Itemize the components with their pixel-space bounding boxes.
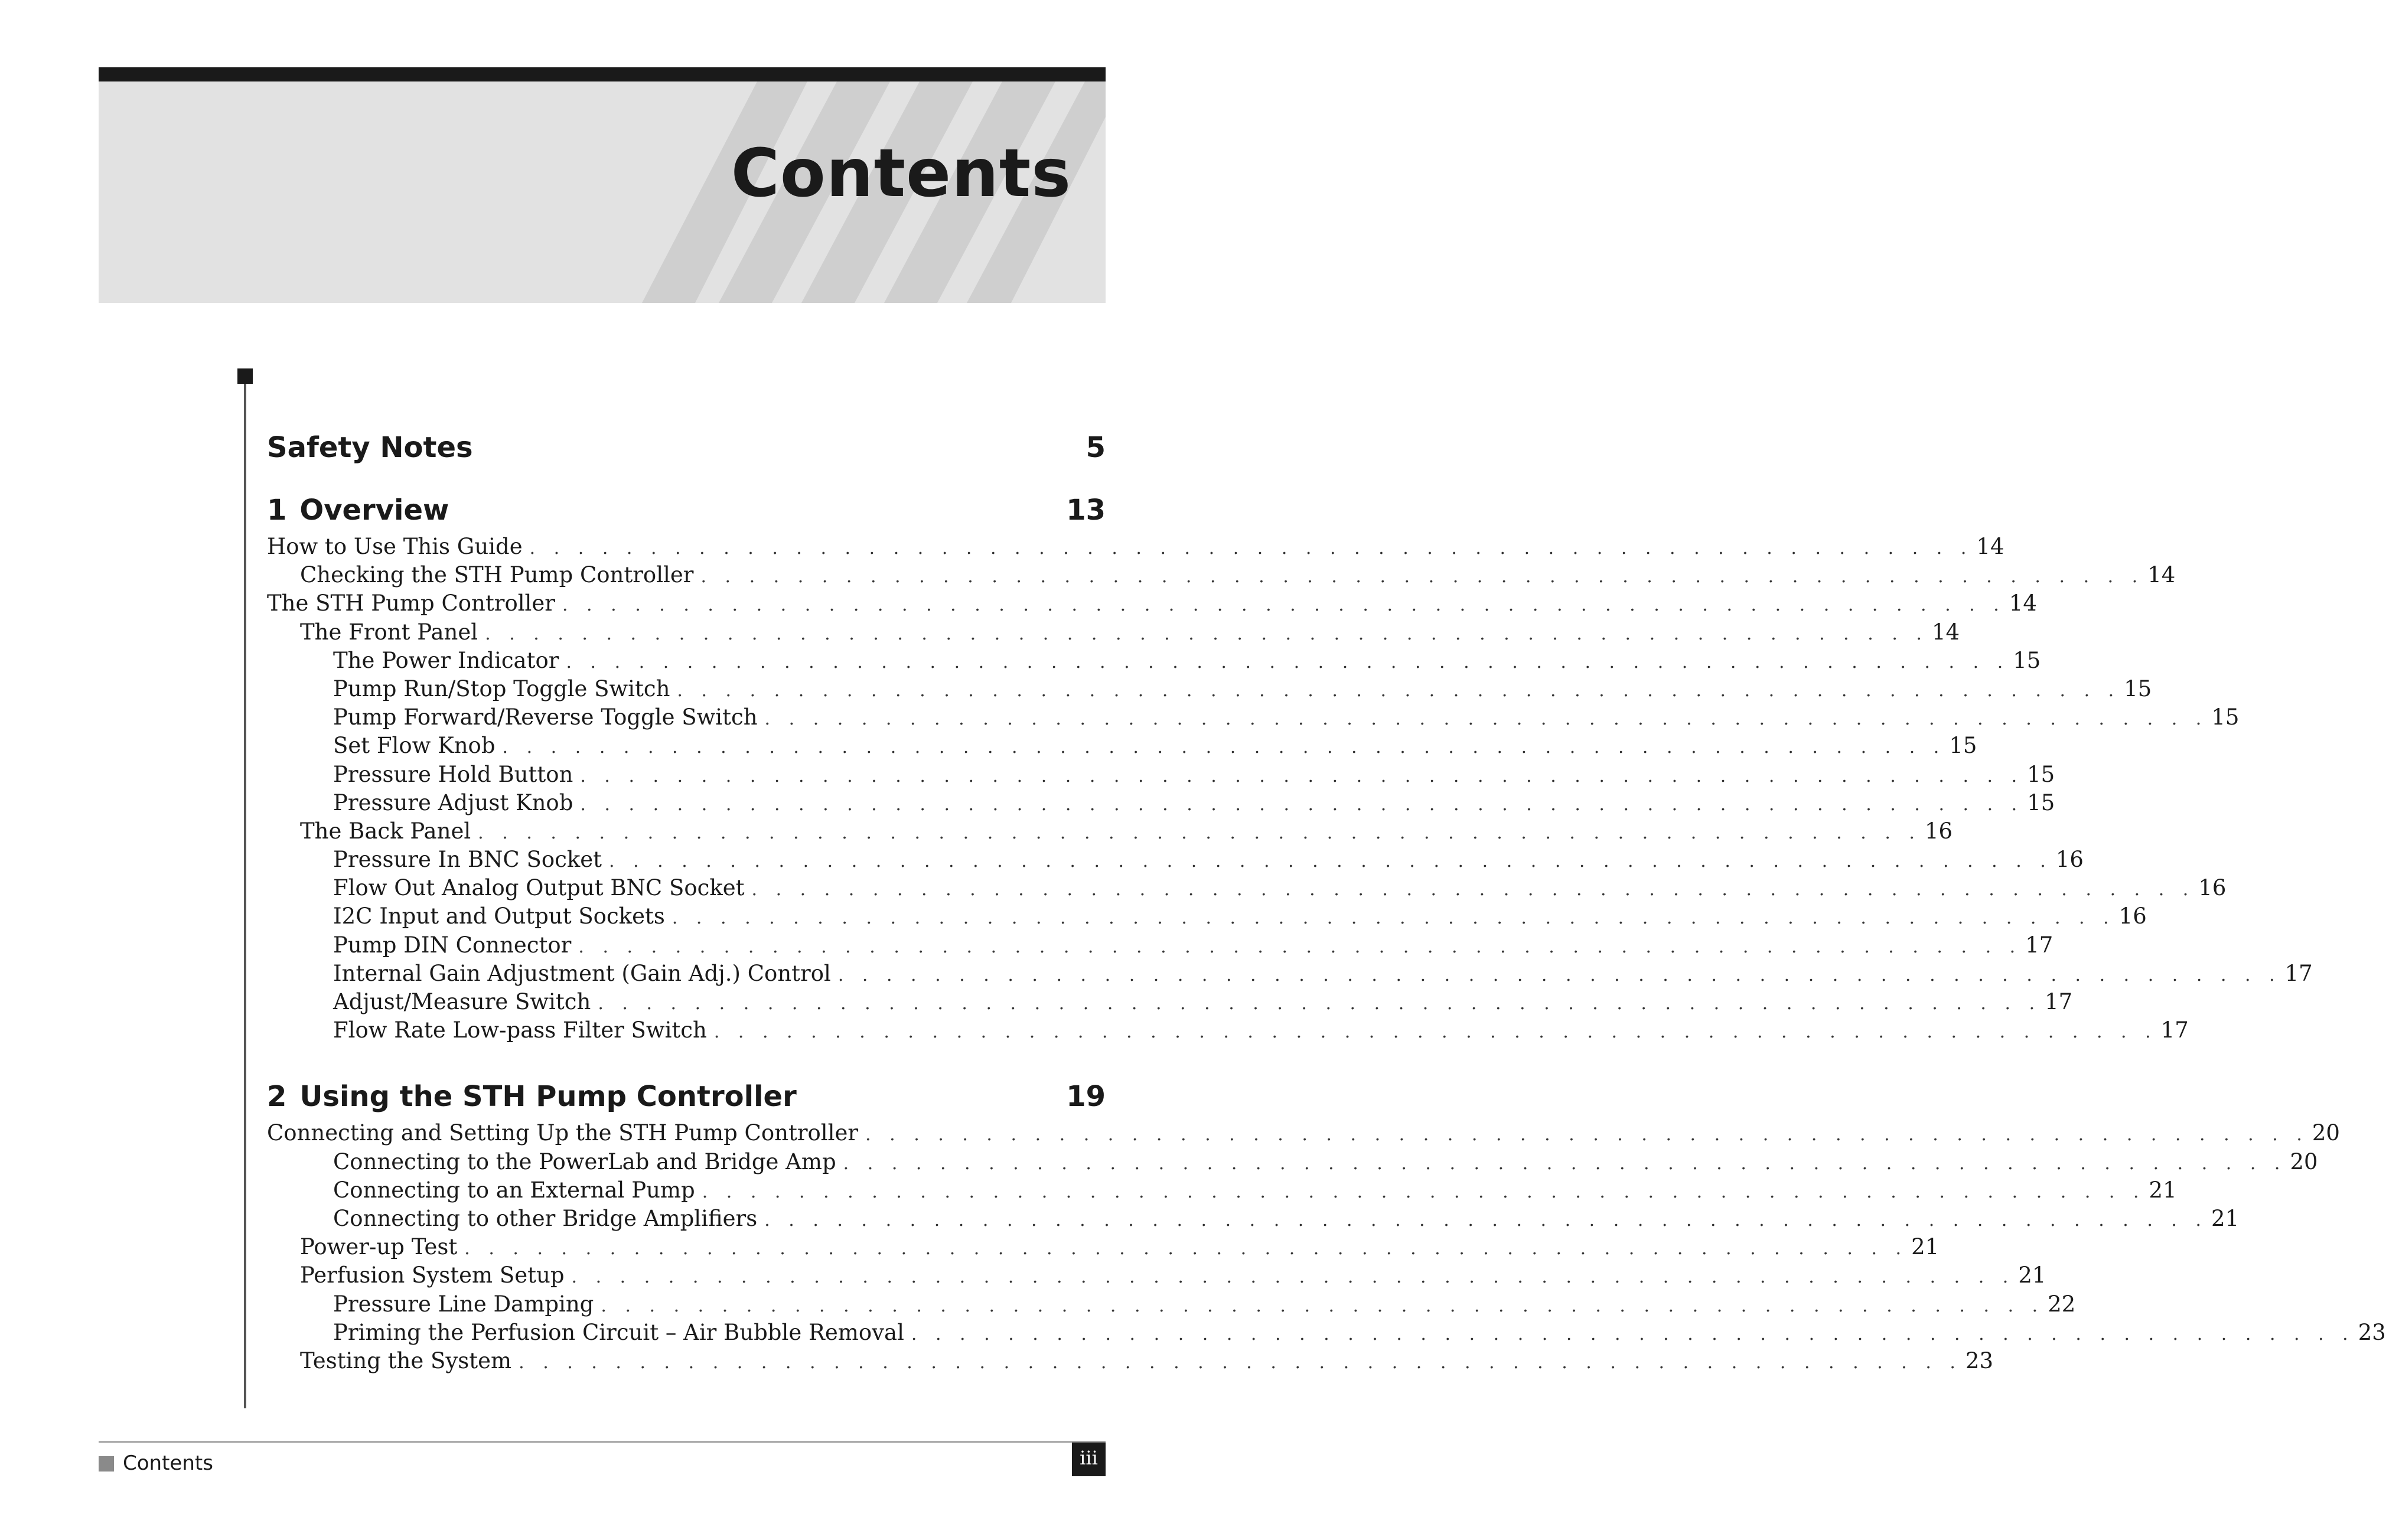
leader-dots: . . . . . . . . . . . . . . . . . . . . . . . . . . . . . . . . . . . . . . . . . . . . . . . . . . . . . . . . . . . . <box>837 964 2281 986</box>
entry-label: Set Flow Knob <box>333 733 496 759</box>
footer-marker-square <box>99 1456 114 1472</box>
toc-entry[interactable] <box>267 960 2313 989</box>
header-top-rule <box>99 67 1106 81</box>
leader-dots: . . . . . . . . . . . . . . . . . . . . . . . . . . . . . . . . . . . . . . . . . . . . . . . . . . . . . . . . . . . . <box>464 1238 1908 1260</box>
entry-label: Checking the STH Pump Controller <box>300 562 694 588</box>
entry-page-number: 15 <box>2027 789 2055 815</box>
toc-heading-safety-notes[interactable] <box>267 431 1106 464</box>
toc-heading-chapter-2[interactable] <box>267 1080 1106 1113</box>
entry-page-number: 17 <box>2284 960 2313 986</box>
entry-label: Perfusion System Setup <box>300 1262 565 1288</box>
leader-dots: . . . . . . . . . . . . . . . . . . . . . . . . . . . . . . . . . . . . . . . . . . . . . . . . . . . . . . . . . . . . <box>764 1209 2208 1231</box>
entry-label: Pressure In BNC Socket <box>333 847 602 873</box>
toc-entry[interactable] <box>267 903 2147 932</box>
entry-page-number: 23 <box>1965 1348 1994 1373</box>
margin-marker-square <box>237 368 253 384</box>
footer-page-number: iii <box>1072 1443 1106 1476</box>
toc-entry[interactable] <box>267 1177 2177 1206</box>
toc-entry[interactable] <box>267 1262 2046 1291</box>
toc-entry[interactable] <box>267 1149 2318 1177</box>
entry-page-number: 16 <box>1924 818 1953 844</box>
toc-entry[interactable] <box>267 789 2055 818</box>
entry-page-number: 17 <box>2045 989 2073 1014</box>
chapter-2-entries <box>267 1120 2386 1376</box>
entry-label: How to Use This Guide <box>267 534 523 559</box>
toc-entry[interactable] <box>267 932 2053 961</box>
entry-page-number: 15 <box>2013 647 2041 673</box>
toc-entry[interactable] <box>267 1017 2189 1046</box>
leader-dots: . . . . . . . . . . . . . . . . . . . . . . . . . . . . . . . . . . . . . . . . . . . . . . . . . . . . . . . . . . . . <box>580 765 2024 787</box>
leader-dots: . . . . . . . . . . . . . . . . . . . . . . . . . . . . . . . . . . . . . . . . . . . . . . . . . . . . . . . . . . . . <box>562 595 2006 616</box>
toc-entry[interactable] <box>267 1291 2076 1320</box>
entry-label: Connecting and Setting Up the STH Pump Controller <box>267 1120 859 1146</box>
leader-dots: . . . . . . . . . . . . . . . . . . . . . . . . . . . . . . . . . . . . . . . . . . . . . . . . . . . . . . . . . . . . <box>580 794 2024 815</box>
toc-entry[interactable] <box>267 1120 2340 1149</box>
entry-page-number: 15 <box>2211 704 2240 730</box>
entry-page-number: 14 <box>2147 562 2176 588</box>
leader-dots: . . . . . . . . . . . . . . . . . . . . . . . . . . . . . . . . . . . . . . . . . . . . . . . . . . . . . . . . . . . . <box>751 879 2195 900</box>
toc-entry[interactable] <box>267 1234 1940 1262</box>
entry-label: Adjust/Measure Switch <box>333 989 591 1014</box>
header-band <box>99 81 1106 303</box>
entry-page-number: 21 <box>2149 1177 2177 1203</box>
entry-label: Testing the System <box>300 1348 512 1373</box>
entry-page-number: 20 <box>2290 1149 2318 1174</box>
entry-label: I2C Input and Output Sockets <box>333 903 665 929</box>
leader-dots: . . . . . . . . . . . . . . . . . . . . . . . . . . . . . . . . . . . . . . . . . . . . . . . . . . . . . . . . . . . . <box>529 538 1973 559</box>
chapter-title: Using the STH Pump Controller <box>299 1080 797 1114</box>
chapter-number: 2 <box>267 1080 287 1114</box>
entry-page-number: 15 <box>2124 676 2152 702</box>
leader-dots: . . . . . . . . . . . . . . . . . . . . . . . . . . . . . . . . . . . . . . . . . . . . . . . . . . . . . . . . . . . . <box>571 1267 2015 1288</box>
entry-label: Pressure Adjust Knob <box>333 789 573 815</box>
toc-entry[interactable] <box>267 875 2227 903</box>
leader-dots: . . . . . . . . . . . . . . . . . . . . . . . . . . . . . . . . . . . . . . . . . . . . . . . . . . . . . . . . . . . . <box>843 1153 2287 1174</box>
footer-rule <box>99 1441 1106 1443</box>
toc-heading-chapter-1[interactable] <box>267 494 1106 527</box>
leader-dots: . . . . . . . . . . . . . . . . . . . . . . . . . . . . . . . . . . . . . . . . . . . . . . . . . . . . . . . . . . . . <box>865 1124 2309 1146</box>
entry-label: The STH Pump Controller <box>267 590 555 616</box>
entry-label: Pump Run/Stop Toggle Switch <box>333 676 670 702</box>
entry-label: Pump Forward/Reverse Toggle Switch <box>333 704 758 730</box>
entry-label: Pressure Hold Button <box>333 761 573 787</box>
entry-label: The Front Panel <box>300 619 478 645</box>
leader-dots: . . . . . . . . . . . . . . . . . . . . . . . . . . . . . . . . . . . . . . . . . . . . . . . . . . . . . . . . . . . . <box>713 1022 2157 1043</box>
entry-page-number: 15 <box>2027 761 2055 787</box>
heading-page-number: 5 <box>1086 431 1106 464</box>
heading-title: Safety Notes <box>267 431 473 464</box>
entry-page-number: 21 <box>2018 1262 2046 1288</box>
leader-dots: . . . . . . . . . . . . . . . . . . . . . . . . . . . . . . . . . . . . . . . . . . . . . . . . . . . . . . . . . . . . <box>677 680 2121 701</box>
entry-page-number: 16 <box>2198 875 2227 901</box>
entry-page-number: 14 <box>1976 534 2004 559</box>
toc-entry[interactable] <box>267 619 1960 648</box>
leader-dots: . . . . . . . . . . . . . . . . . . . . . . . . . . . . . . . . . . . . . . . . . . . . . . . . . . . . . . . . . . . . <box>519 1352 1962 1373</box>
leader-dots: . . . . . . . . . . . . . . . . . . . . . . . . . . . . . . . . . . . . . . . . . . . . . . . . . . . . . . . . . . . . <box>485 623 1928 644</box>
margin-vertical-rule <box>244 384 246 1408</box>
entry-page-number: 17 <box>2160 1017 2189 1043</box>
toc-entry[interactable] <box>267 1205 2240 1234</box>
leader-dots: . . . . . . . . . . . . . . . . . . . . . . . . . . . . . . . . . . . . . . . . . . . . . . . . . . . . . . . . . . . . <box>672 908 2116 929</box>
entry-label: Pump DIN Connector <box>333 932 572 958</box>
entry-label: The Back Panel <box>300 818 471 844</box>
entry-page-number: 16 <box>2118 903 2147 929</box>
entry-page-number: 22 <box>2048 1291 2076 1317</box>
chapter-title: Overview <box>299 494 449 527</box>
chapter-1-entries <box>267 534 2313 1046</box>
leader-dots: . . . . . . . . . . . . . . . . . . . . . . . . . . . . . . . . . . . . . . . . . . . . . . . . . . . . . . . . . . . . <box>478 822 1921 843</box>
toc-entry[interactable] <box>267 704 2240 733</box>
leader-dots: . . . . . . . . . . . . . . . . . . . . . . . . . . . . . . . . . . . . . . . . . . . . . . . . . . . . . . . . . . . . <box>601 1295 2045 1316</box>
entry-label: Connecting to an External Pump <box>333 1177 695 1203</box>
toc-entry[interactable] <box>267 1319 2386 1348</box>
leader-dots: . . . . . . . . . . . . . . . . . . . . . . . . . . . . . . . . . . . . . . . . . . . . . . . . . . . . . . . . . . . . <box>764 709 2208 730</box>
entry-page-number: 17 <box>2025 932 2053 958</box>
entry-page-number: 23 <box>2358 1319 2386 1345</box>
chapter-number: 1 <box>267 494 287 527</box>
chapter-page-number: 19 <box>1066 1080 1106 1114</box>
toc-entry[interactable] <box>267 534 2004 562</box>
toc-entry[interactable] <box>267 989 2073 1017</box>
page-title: Contents <box>731 135 1071 212</box>
toc-entry[interactable] <box>267 562 2176 590</box>
leader-dots: . . . . . . . . . . . . . . . . . . . . . . . . . . . . . . . . . . . . . . . . . . . . . . . . . . . . . . . . . . . . <box>566 651 2010 673</box>
toc-entry[interactable] <box>267 676 2152 704</box>
entry-page-number: 14 <box>1931 619 1960 645</box>
entry-page-number: 21 <box>2211 1205 2240 1231</box>
toc-entry[interactable] <box>267 761 2055 790</box>
toc-entry[interactable] <box>267 1348 1994 1376</box>
entry-label: The Power Indicator <box>333 647 559 673</box>
entry-page-number: 16 <box>2055 847 2084 873</box>
table-of-contents <box>267 431 2386 1376</box>
toc-entry[interactable] <box>267 590 2037 619</box>
toc-entry[interactable] <box>267 847 2084 875</box>
footer-section-label: Contents <box>123 1451 213 1475</box>
entry-page-number: 14 <box>2009 590 2037 616</box>
entry-label: Pressure Line Damping <box>333 1291 594 1317</box>
leader-dots: . . . . . . . . . . . . . . . . . . . . . . . . . . . . . . . . . . . . . . . . . . . . . . . . . . . . . . . . . . . . <box>609 851 2052 872</box>
toc-entry[interactable] <box>267 733 1977 761</box>
entry-label: Flow Rate Low-pass Filter Switch <box>333 1017 707 1043</box>
leader-dots: . . . . . . . . . . . . . . . . . . . . . . . . . . . . . . . . . . . . . . . . . . . . . . . . . . . . . . . . . . . . <box>702 1181 2146 1202</box>
entry-label: Priming the Perfusion Circuit – Air Bubble Removal <box>333 1319 904 1345</box>
entry-label: Connecting to other Bridge Amplifiers <box>333 1205 758 1231</box>
chapter-page-number: 13 <box>1066 494 1106 527</box>
leader-dots: . . . . . . . . . . . . . . . . . . . . . . . . . . . . . . . . . . . . . . . . . . . . . . . . . . . . . . . . . . . . <box>502 737 1946 758</box>
entry-label: Connecting to the PowerLab and Bridge Amp <box>333 1149 836 1174</box>
leader-dots: . . . . . . . . . . . . . . . . . . . . . . . . . . . . . . . . . . . . . . . . . . . . . . . . . . . . . . . . . . . . <box>578 936 2022 957</box>
entry-label: Power-up Test <box>300 1234 458 1260</box>
leader-dots: . . . . . . . . . . . . . . . . . . . . . . . . . . . . . . . . . . . . . . . . . . . . . . . . . . . . . . . . . . . . <box>911 1323 2355 1345</box>
entry-label: Internal Gain Adjustment (Gain Adj.) Control <box>333 960 831 986</box>
toc-entry[interactable] <box>267 647 2041 676</box>
entry-page-number: 20 <box>2312 1120 2340 1146</box>
entry-page-number: 15 <box>1949 733 1977 759</box>
leader-dots: . . . . . . . . . . . . . . . . . . . . . . . . . . . . . . . . . . . . . . . . . . . . . . . . . . . . . . . . . . . . <box>700 566 2144 588</box>
leader-dots: . . . . . . . . . . . . . . . . . . . . . . . . . . . . . . . . . . . . . . . . . . . . . . . . . . . . . . . . . . . . <box>598 993 2042 1014</box>
entry-label: Flow Out Analog Output BNC Socket <box>333 875 745 901</box>
entry-page-number: 21 <box>1911 1234 1940 1260</box>
toc-entry[interactable] <box>267 818 1953 847</box>
